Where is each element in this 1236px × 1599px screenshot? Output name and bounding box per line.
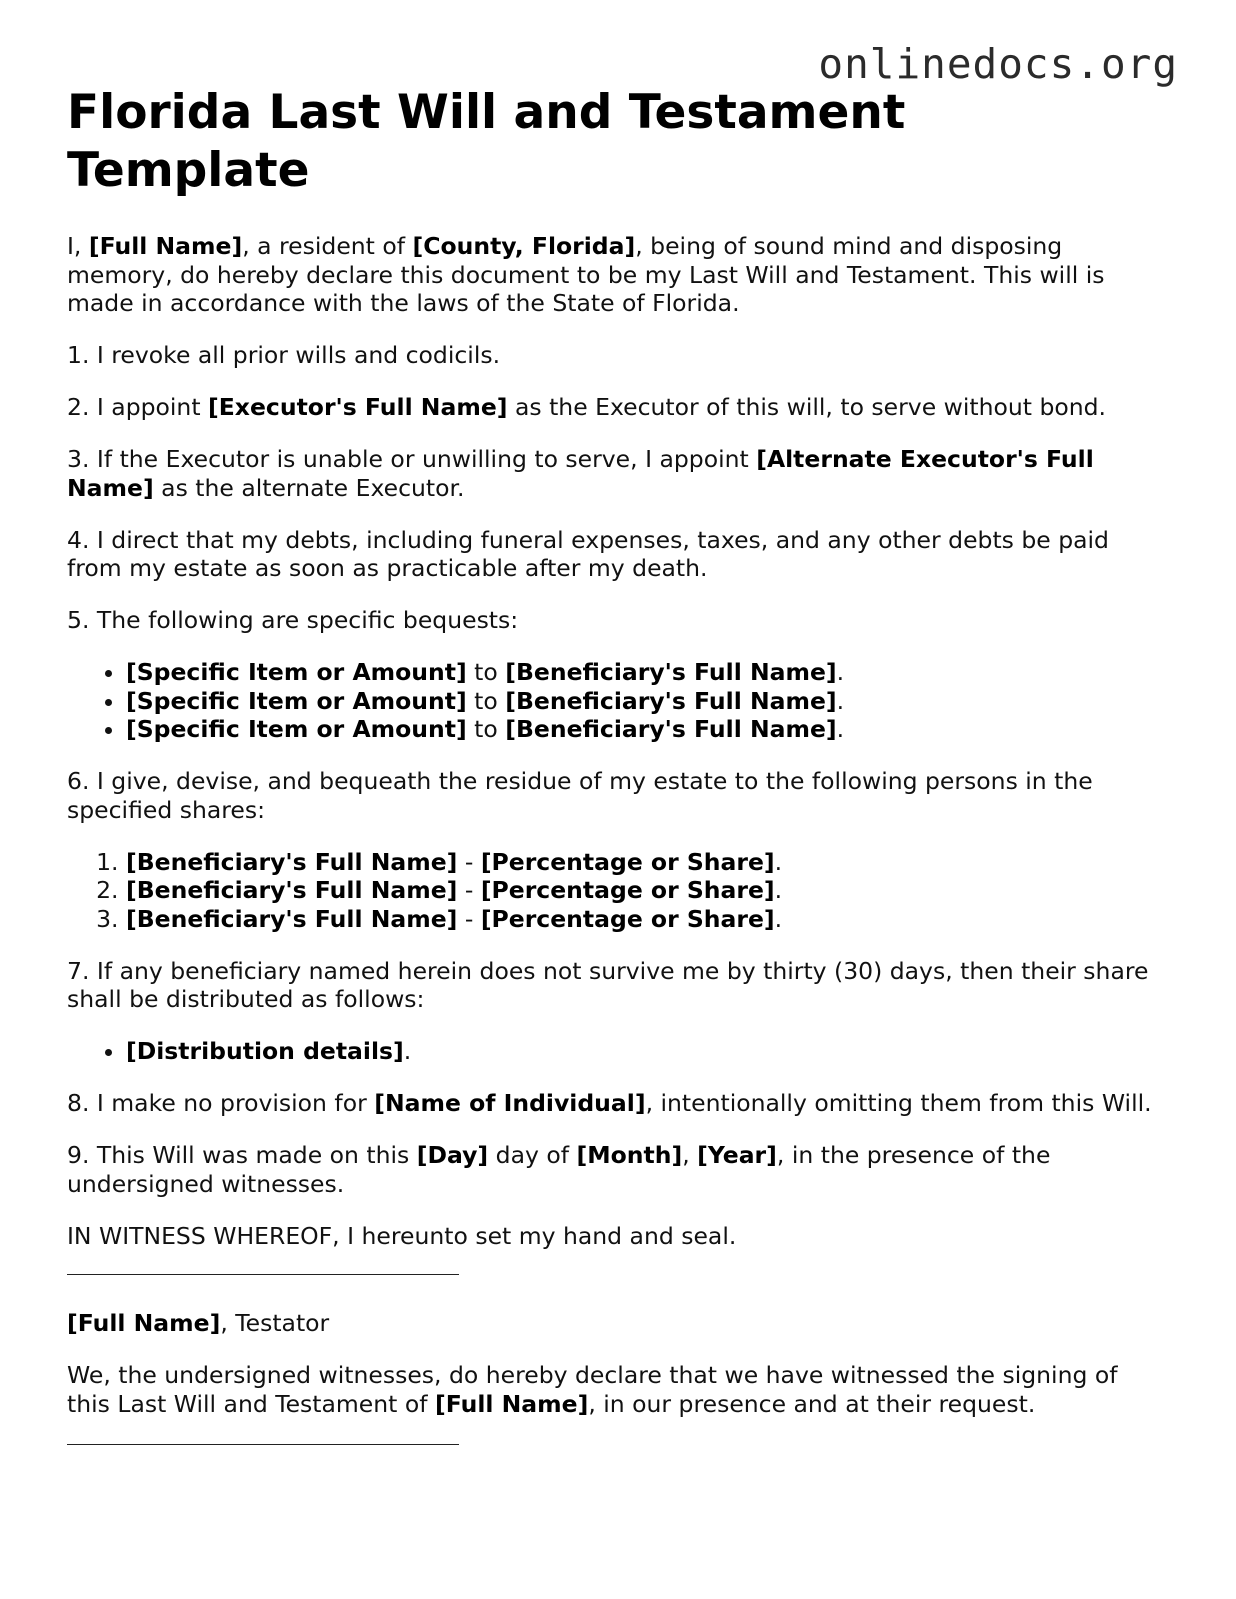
alternate-executor-field: [Alternate Executor's Full Name] — [67, 445, 1094, 502]
intro-paragraph: I, [Full Name], a resident of [County, Florida], being of sound mind and disposing memory, do hereby declare this document to be my Last Will and Testament. This will is made in accordance with the laws of the State of Florida. — [67, 232, 1105, 317]
full-name-field: [Full Name] — [88, 232, 243, 260]
watermark: onlinedocs.org — [818, 40, 1178, 88]
testator-signature-line[interactable] — [67, 1274, 459, 1275]
list-item: 1. [Beneficiary's Full Name] - [Percentage or Share]. — [126, 848, 1157, 877]
witness-declaration: We, the undersigned witnesses, do hereby declare that we have witnessed the signing of this Last Will and Testament of [Full Name], in our presence and at their request. — [67, 1361, 1118, 1418]
list-item: • [Distribution details]. — [126, 1037, 1157, 1066]
clause-1: 1. I revoke all prior wills and codicils. — [67, 341, 501, 369]
list-item: 3. [Beneficiary's Full Name] - [Percentage or Share]. — [126, 905, 1157, 934]
clause-6: 6. I give, devise, and bequeath the residue of my estate to the following persons in the specified shares: — [67, 767, 1093, 824]
year-field: [Year] — [697, 1141, 777, 1169]
list-item: • [Specific Item or Amount] to [Beneficiary's Full Name]. — [126, 715, 1157, 744]
day-field: [Day] — [416, 1141, 489, 1169]
clause-8: 8. I make no provision for [Name of Individual], intentionally omitting them from this Will. — [67, 1089, 1152, 1117]
witness-signature-line[interactable] — [67, 1444, 459, 1445]
clause-7: 7. If any beneficiary named herein does not survive me by thirty (30) days, then their share shall be distributed as follows: — [67, 956, 1149, 1013]
testator-label: [Full Name], Testator — [67, 1309, 330, 1337]
month-field: [Month] — [576, 1141, 683, 1169]
list-item: • [Specific Item or Amount] to [Beneficiary's Full Name]. — [126, 658, 1157, 687]
executor-name-field: [Executor's Full Name] — [208, 393, 508, 421]
individual-name-field: [Name of Individual] — [374, 1089, 646, 1117]
clause-9: 9. This Will was made on this [Day] day of [Month], [Year], in the presence of the undersigned witnesses. — [67, 1141, 1051, 1198]
list-item: 2. [Beneficiary's Full Name] - [Percentage or Share]. — [126, 876, 1157, 905]
specific-bequests-list — [67, 658, 1157, 744]
list-item: • [Specific Item or Amount] to [Beneficiary's Full Name]. — [126, 687, 1157, 716]
clause-4: 4. I direct that my debts, including funeral expenses, taxes, and any other debts be paid from my estate as soon as practicable after my death. — [67, 525, 1109, 582]
residue-shares-list — [67, 848, 1157, 934]
clause-3: 3. If the Executor is unable or unwilling to serve, I appoint [Alternate Executor's Full Name] as the alternate Executor. — [67, 445, 1094, 502]
distribution-list — [67, 1037, 1157, 1066]
in-witness-statement: IN WITNESS WHEREOF, I hereunto set my hand and seal. — [67, 1221, 737, 1250]
document-page — [67, 84, 1157, 1445]
clause-5: 5. The following are specific bequests: — [67, 606, 519, 634]
clause-2: 2. I appoint [Executor's Full Name] as the Executor of this will, to serve without bond. — [67, 393, 1107, 421]
county-field: [County, Florida] — [412, 232, 636, 260]
page-title: Florida Last Will and Testament Template — [67, 85, 906, 198]
